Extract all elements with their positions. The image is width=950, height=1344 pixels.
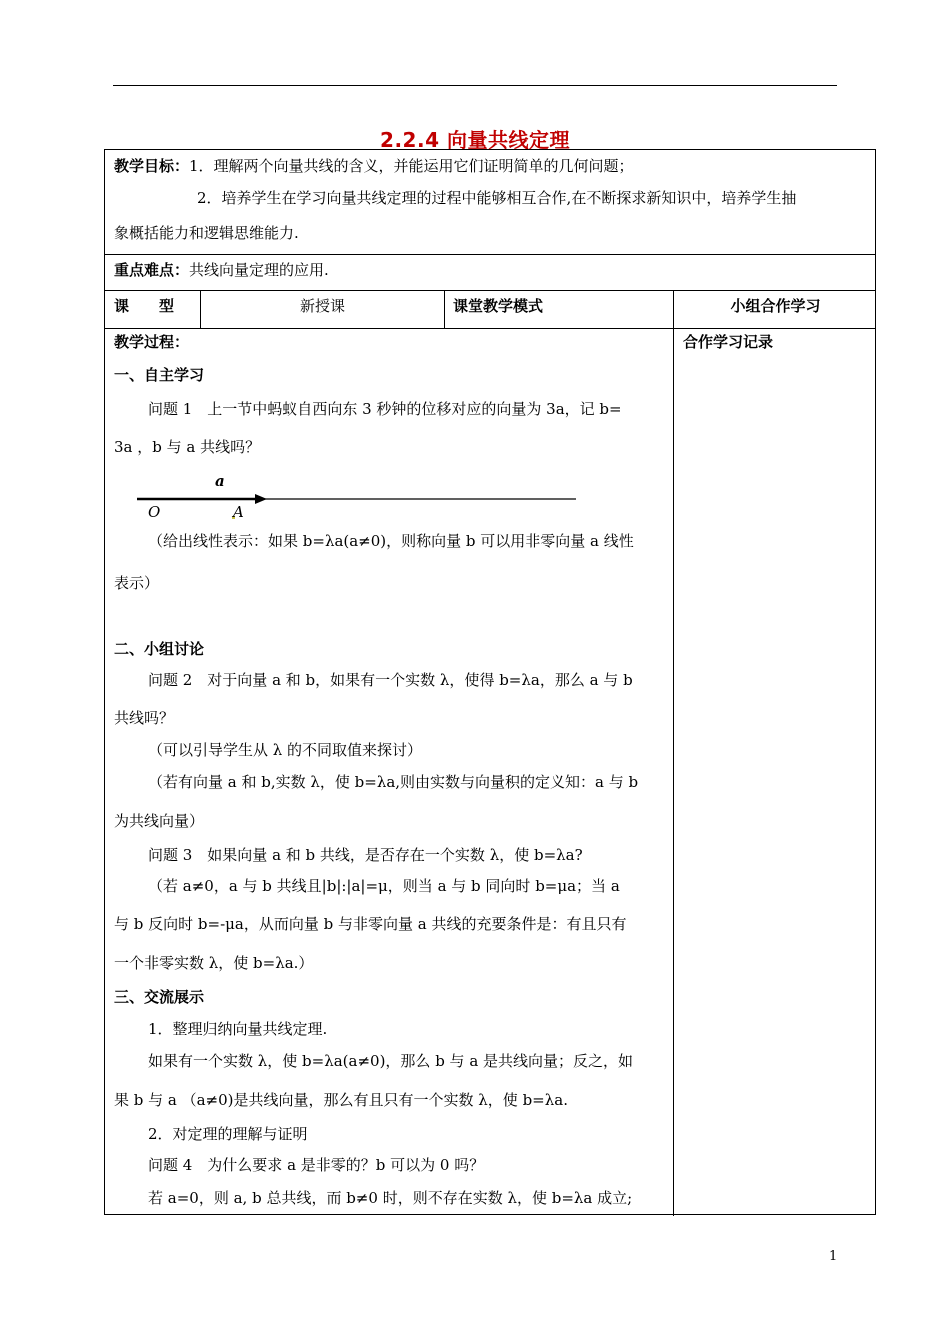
point-label: A xyxy=(233,503,244,521)
question-3: 问题 3 如果向量 a 和 b 共线，是否存在一个实数 λ，使 b=λa? xyxy=(148,846,583,864)
objective-2: 2．培养学生在学习向量共线定理的过程中能够相互合作,在不断探求新知识中，培养学生抽 xyxy=(197,189,797,207)
course-type-value: 新授课 xyxy=(299,297,345,315)
key-points-label: 重点难点： xyxy=(114,261,190,279)
teaching-mode-value: 小组合作学习 xyxy=(730,297,821,315)
page-title: 2.2.4 向量共线定理 xyxy=(380,128,570,152)
linear-representation-note-cont: 表示） xyxy=(114,574,160,592)
record-label: 合作学习记录 xyxy=(683,333,774,351)
question-4-answer: 若 a=0，则 a, b 总共线，而 b≠0 时，则不存在实数 λ，使 b=λa 成立; xyxy=(148,1189,633,1207)
section3-heading: 三、交流展示 xyxy=(114,988,205,1006)
question-2-answer: （若有向量 a 和 b,实数 λ，使 b=λa,则由实数与向量积的定义知：a 与 b xyxy=(148,773,639,791)
question-3-answer-cont: 与 b 反向时 b=-μa，从而向量 b 与非零向量 a 共线的充要条件是：有且只有 xyxy=(114,915,627,933)
page-number: 1 xyxy=(829,1249,838,1264)
question-2-answer-cont: 为共线向量） xyxy=(114,812,205,830)
discussion-hint: （可以引导学生从 λ 的不同取值来探讨） xyxy=(148,741,423,759)
question-3-answer: （若 a≠0，a 与 b 共线且|b|:|a|=μ，则当 a 与 b 同向时 b=μa；当 a xyxy=(148,877,620,895)
key-points-text: 共线向量定理的应用. xyxy=(189,261,329,279)
header-rule xyxy=(113,85,837,86)
collinear-theorem-cont: 果 b 与 a （a≠0)是共线向量，那么有且只有一个实数 λ，使 b=λa. xyxy=(114,1091,568,1109)
process-label: 教学过程： xyxy=(114,333,190,351)
question-2: 问题 2 对于向量 a 和 b，如果有一个实数 λ，使得 b=λa，那么 a 与 b xyxy=(148,671,633,689)
objective-2-cont: 象概括能力和逻辑思维能力. xyxy=(114,224,299,242)
collinear-theorem: 如果有一个实数 λ，使 b=λa(a≠0)，那么 b 与 a 是共线向量；反之，如 xyxy=(148,1052,634,1070)
question-1-cont: 3a ，b 与 a 共线吗？ xyxy=(114,438,261,456)
teaching-mode-label: 课堂教学模式 xyxy=(453,297,544,315)
vector-label-a: a xyxy=(215,472,225,490)
section2-heading: 二、小组讨论 xyxy=(114,640,205,658)
question-1: 问题 1 上一节中蚂蚁自西向东 3 秒钟的位移对应的向量为 3a，记 b= xyxy=(148,400,622,418)
summary-item-2: 2．对定理的理解与证明 xyxy=(148,1125,308,1143)
course-type-label: 课 型 xyxy=(114,297,175,315)
row-divider xyxy=(105,290,875,291)
question-3-answer-end: 一个非零实数 λ，使 b=λa.） xyxy=(114,954,314,972)
lesson-plan-table xyxy=(104,149,876,1215)
section1-heading: 一、自主学习 xyxy=(114,366,205,384)
question-2-cont: 共线吗？ xyxy=(114,709,175,727)
column-divider xyxy=(673,290,674,1216)
origin-label: O xyxy=(148,503,161,521)
cell-divider xyxy=(444,290,445,328)
objectives-label: 教学目标： xyxy=(114,157,190,175)
arrow-head-icon xyxy=(255,494,267,504)
vector-diagram xyxy=(135,468,580,523)
summary-item-1: 1．整理归纳向量共线定理. xyxy=(148,1020,328,1038)
question-4: 问题 4 为什么要求 a 是非零的？b 可以为 0 吗？ xyxy=(148,1156,485,1174)
row-divider xyxy=(105,254,875,255)
linear-representation-note: （给出线性表示：如果 b=λa(a≠0)，则称向量 b 可以用非零向量 a 线性 xyxy=(148,532,634,550)
row-divider xyxy=(105,328,875,329)
objective-1: 1．理解两个向量共线的含义，并能运用它们证明简单的几何问题； xyxy=(189,157,634,175)
